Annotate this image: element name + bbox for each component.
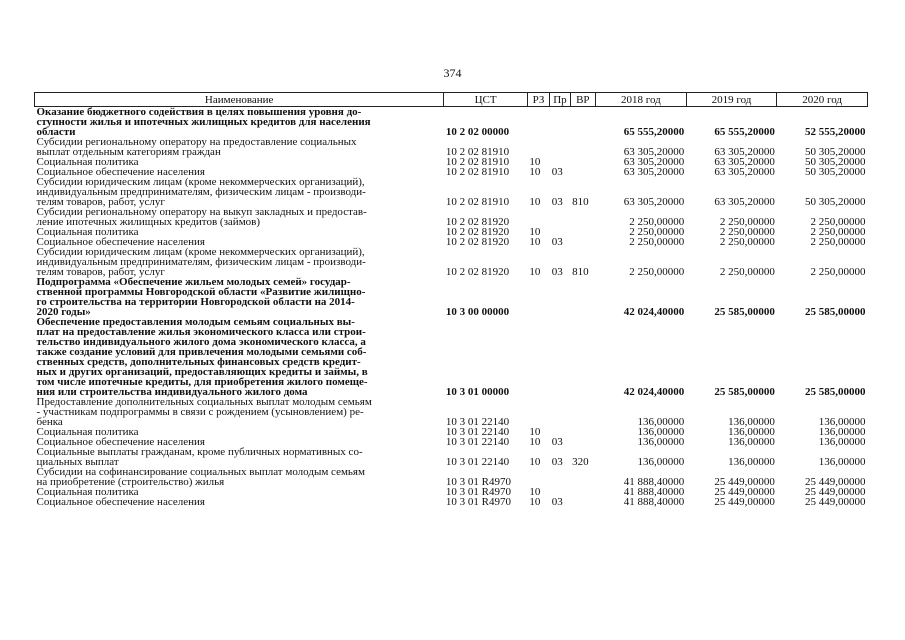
cell-cst: 10 2 02 81920 [445,226,510,238]
table-row [35,247,868,277]
cell-rz: 10 [529,226,541,238]
cell-y2020: 2 250,00000 [810,226,866,238]
cell-y2019: 136,00000 [728,436,775,448]
cell-y2020: 52 555,20000 [805,126,866,138]
cell-name: Субсидии юридическим лицам (кроме некоммерческих организаций), индивидуальным предпринимателям, физическим лицам - производи- телям товаров, работ, услуг [36,246,366,278]
header-rz: РЗ [527,93,549,107]
cell-y2020: 25 585,00000 [805,386,866,398]
cell-y2020: 136,00000 [818,416,866,428]
cell-name: Социальная политика [36,426,139,438]
cell-rz: 10 [529,236,541,248]
cell-cst: 10 3 01 22140 [445,416,510,428]
table-row [35,107,868,138]
table-row [35,177,868,207]
table-row [35,467,868,487]
cell-y2019: 136,00000 [728,456,775,468]
cell-name: Оказание бюджетного содействия в целях повышения уровня до- ступности жилья и ипотечных жилищных кредитов для населения области [36,106,371,138]
cell-vr [570,317,595,397]
cell-rz [527,207,549,227]
cell-vr [570,137,595,157]
cell-pr: 03 [551,436,563,448]
table-row [35,137,868,157]
cell-y2018: 2 250,00000 [629,216,685,228]
cell-vr [570,237,595,247]
cell-rz: 10 [529,456,541,468]
header-cst: ЦСТ [444,93,528,107]
cell-y2020: 25 449,00000 [805,496,866,508]
cell-y2020: 2 250,00000 [810,266,866,278]
cell-cst: 10 3 01 22140 [445,426,510,438]
cell-vr [570,427,595,437]
cell-cst: 10 3 00 00000 [445,306,510,318]
cell-y2019: 63 305,20000 [714,146,775,158]
cell-vr [570,467,595,487]
cell-rz [527,467,549,487]
cell-vr [570,277,595,317]
cell-y2019: 2 250,00000 [719,226,775,238]
cell-y2018: 2 250,00000 [629,226,685,238]
header-2019: 2019 год [686,93,777,107]
cell-y2019: 25 585,00000 [714,306,775,318]
cell-name: Социальная политика [36,486,139,498]
cell-vr [570,397,595,427]
cell-pr [550,277,570,317]
cell-rz: 10 [529,436,541,448]
cell-pr [550,107,570,138]
header-2018: 2018 год [596,93,687,107]
cell-y2018: 136,00000 [637,426,685,438]
cell-name: Социальное обеспечение населения [36,166,205,178]
cell-name: Социальная политика [36,226,139,238]
header-name: Наименование [35,93,444,107]
cell-y2020: 25 449,00000 [805,486,866,498]
cell-y2019: 63 305,20000 [714,156,775,168]
table-row [35,277,868,317]
cell-name: Социальная политика [36,156,139,168]
table-row [35,497,868,507]
cell-y2020: 136,00000 [818,436,866,448]
cell-cst: 10 2 02 81910 [445,146,510,158]
cell-y2019: 25 449,00000 [714,496,775,508]
cell-rz [527,397,549,427]
cell-pr [550,317,570,397]
cell-y2019: 63 305,20000 [714,166,775,178]
cell-y2018: 41 888,40000 [623,496,685,508]
cell-y2020: 50 305,20000 [805,166,866,178]
cell-y2018: 63 305,20000 [623,146,685,158]
cell-y2019: 136,00000 [728,426,775,438]
table-row [35,207,868,227]
cell-y2020: 50 305,20000 [805,156,866,168]
cell-vr [570,487,595,497]
cell-rz: 10 [529,196,541,208]
cell-y2020: 2 250,00000 [810,216,866,228]
cell-pr: 03 [551,236,563,248]
cell-name: Субсидии юридическим лицам (кроме некоммерческих организаций), индивидуальным предпринимателям, физическим лицам - производи- телям товаров, работ, услуг [36,176,366,208]
header-2020: 2020 год [777,93,868,107]
cell-cst: 10 3 01 R4970 [445,496,511,508]
cell-rz: 10 [529,266,541,278]
cell-name: Социальное обеспечение населения [36,496,205,508]
cell-pr: 03 [551,166,563,178]
table-row [35,397,868,427]
budget-table [34,92,868,507]
cell-name: Подпрограмма «Обеспечение жильем молодых семей» государ- ственной программы Новгородской области «Развитие жилищно- го строительства на территории Новгородской области на 2014- 2020 годы» [36,276,366,318]
header-vr: ВР [570,93,595,107]
cell-y2018: 41 888,40000 [623,476,685,488]
cell-y2018: 136,00000 [637,416,685,428]
cell-y2019: 25 585,00000 [714,386,775,398]
cell-vr [570,157,595,167]
cell-pr [550,397,570,427]
cell-cst: 10 2 02 81920 [445,266,510,278]
cell-name: Социальное обеспечение населения [36,236,205,248]
cell-vr [570,107,595,138]
cell-cst: 10 3 01 R4970 [445,486,511,498]
cell-y2019: 136,00000 [728,416,775,428]
cell-cst: 10 3 01 22140 [445,436,510,448]
cell-vr [570,497,595,507]
cell-pr: 03 [551,496,563,508]
cell-y2018: 2 250,00000 [629,266,685,278]
cell-cst: 10 2 02 81910 [445,166,510,178]
cell-y2018: 63 305,20000 [623,156,685,168]
cell-y2020: 25 449,00000 [805,476,866,488]
cell-y2020: 50 305,20000 [805,146,866,158]
cell-rz [527,137,549,157]
cell-rz [527,277,549,317]
cell-name: Субсидии региональному оператору на предоставление социальных выплат отдельным категориям граждан [36,136,357,158]
cell-vr [570,437,595,447]
cell-y2019: 2 250,00000 [719,216,775,228]
cell-pr [550,467,570,487]
table-body [35,107,868,508]
table-row [35,447,868,467]
cell-y2018: 65 555,20000 [623,126,685,138]
cell-rz: 10 [529,426,541,438]
cell-rz: 10 [529,156,541,168]
cell-y2018: 136,00000 [637,456,685,468]
cell-name: Субсидии региональному оператору на выкуп закладных и предостав- ление ипотечных жилищных кредитов (займов) [36,206,367,228]
cell-pr [550,137,570,157]
cell-y2020: 136,00000 [818,426,866,438]
cell-y2018: 42 024,40000 [623,386,685,398]
cell-name: Обеспечение предоставления молодым семьям социальных вы- плат на предоставление жилья экономического класса или строи- тельство индивидуального жилого дома экономического класса, а также создание условий для привлечения молодыми семьями соб- ственных средств, дополнительных финансовых средств кредит- ных и других организаций, предоставляющих кредиты и займы, в том числе ипотечные кредиты, для приобретения жилого помеще- ния или строительства индивидуального жилого дома [36,316,368,398]
cell-vr: 320 [572,456,589,468]
cell-rz [527,317,549,397]
cell-y2019: 25 449,00000 [714,476,775,488]
cell-y2018: 63 305,20000 [623,166,685,178]
table-row [35,317,868,397]
cell-vr [570,207,595,227]
cell-name: Социальные выплаты гражданам, кроме публичных нормативных со- циальных выплат [36,446,363,468]
cell-y2019: 25 449,00000 [714,486,775,498]
cell-pr: 03 [551,196,563,208]
cell-y2018: 136,00000 [637,436,685,448]
header-pr: Пр [550,93,570,107]
cell-name: Предоставление дополнительных социальных выплат молодым семьям - участникам подпрограммы в связи с рождением (усыновлением) ре- бенка [36,396,372,428]
cell-cst: 10 3 01 22140 [445,456,510,468]
cell-rz: 10 [529,496,541,508]
cell-pr: 03 [551,266,563,278]
cell-vr: 810 [572,266,589,278]
cell-y2019: 63 305,20000 [714,196,775,208]
cell-vr [570,167,595,177]
cell-cst: 10 2 02 81910 [445,196,510,208]
cell-rz: 10 [529,486,541,498]
cell-y2019: 65 555,20000 [714,126,775,138]
cell-y2019: 2 250,00000 [719,236,775,248]
cell-y2020: 25 585,00000 [805,306,866,318]
cell-y2018: 63 305,20000 [623,196,685,208]
page-number: 374 [443,66,462,80]
cell-vr: 810 [572,196,589,208]
cell-y2018: 2 250,00000 [629,236,685,248]
cell-cst: 10 2 02 81920 [445,236,510,248]
cell-pr: 03 [551,456,563,468]
cell-y2020: 136,00000 [818,456,866,468]
table-header [35,93,868,107]
cell-cst: 10 2 02 00000 [445,126,510,138]
cell-cst: 10 2 02 81910 [445,156,510,168]
cell-pr [550,207,570,227]
cell-y2020: 2 250,00000 [810,236,866,248]
cell-y2019: 2 250,00000 [719,266,775,278]
cell-y2018: 42 024,40000 [623,306,685,318]
cell-y2018: 41 888,40000 [623,486,685,498]
cell-cst: 10 3 01 R4970 [445,476,511,488]
cell-y2020: 50 305,20000 [805,196,866,208]
cell-name: Субсидии на софинансирование социальных выплат молодым семьям на приобретение (строительство) жилья [36,466,365,488]
cell-cst: 10 2 02 81920 [445,216,510,228]
cell-name: Социальное обеспечение населения [36,436,205,448]
cell-vr [570,227,595,237]
cell-cst: 10 3 01 00000 [445,386,510,398]
cell-rz [527,107,549,138]
cell-rz: 10 [529,166,541,178]
